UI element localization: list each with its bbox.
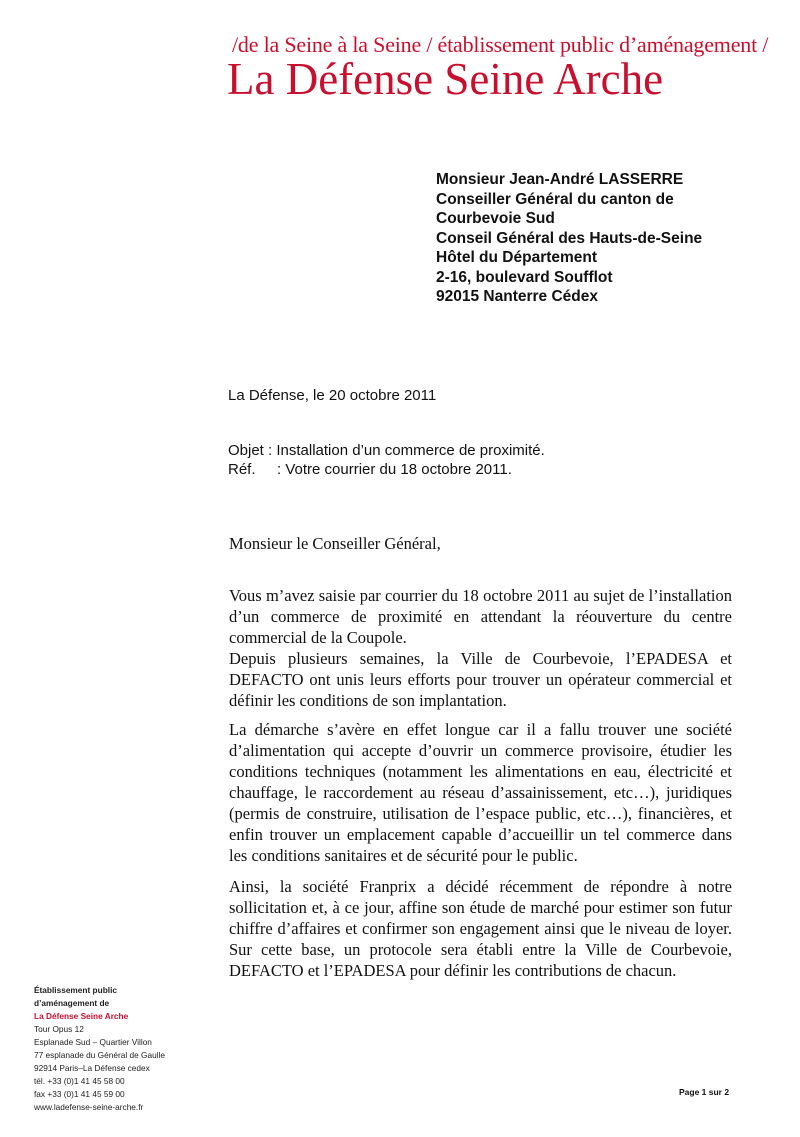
body-paragraph-1 — [229, 585, 732, 711]
footer-address — [34, 984, 165, 1114]
reference-text: : Votre courrier du 18 octobre 2011. — [277, 461, 512, 478]
footer-line: tél. +33 (0)1 41 45 58 00 — [34, 1076, 125, 1086]
footer-line: 77 esplanade du Général de Gaulle — [34, 1050, 166, 1060]
body-paragraph-1a: Vous m’avez saisie par courrier du 18 octobre 2011 au sujet de l’installation d’un commerce de proximité en attendant la réouverture du centre commercial de la Coupole. — [229, 586, 732, 647]
body-paragraph-2 — [229, 719, 732, 866]
body-paragraph-1b: Depuis plusieurs semaines, la Ville de Courbevoie, l’EPADESA et DEFACTO ont unis leurs efforts pour trouver un opérateur commercial et définir les conditions de son implantation. — [229, 649, 732, 710]
subject-line — [228, 441, 545, 460]
letterhead-brand: La Défense Seine Arche — [227, 54, 664, 104]
reference-label: Réf. — [228, 461, 256, 478]
footer-line: fax +33 (0)1 41 45 59 00 — [34, 1089, 125, 1099]
subject-label: Objet : — [228, 442, 273, 459]
footer-org: La Défense Seine Arche — [34, 1011, 129, 1021]
recipient-line: Monsieur Jean-André LASSERRE — [436, 171, 684, 188]
body-paragraph-2-text: La démarche s’avère en effet longue car il a fallu trouver une société d’alimentation qui accepte d’ouvrir un commerce provisoire, étudier les conditions techniques (notamment les alimentations en eau, électricité et chauffage, le raccordement au réseau d’assainissement, etc…), juridiques (permis de construire, utilisation de l’espace public, etc…), financières, et enfin trouver un emplacement capable d’accueillir un tel commerce dans les conditions sanitaires et de sécurité pour le public. — [229, 720, 732, 865]
letter-date: La Défense, le 20 octobre 2011 — [228, 387, 437, 404]
footer-website: www.ladefense-seine-arche.fr — [34, 1102, 144, 1112]
footer-line: Esplanade Sud – Quartier Villon — [34, 1037, 152, 1047]
footer-line: Tour Opus 12 — [34, 1024, 84, 1034]
body-paragraph-3 — [229, 876, 732, 981]
recipient-line: Hôtel du Département — [436, 249, 598, 266]
footer-line: 92914 Paris–La Défense cedex — [34, 1063, 150, 1073]
recipient-line: Conseiller Général du canton de — [436, 190, 674, 208]
recipient-line: Conseil Général des Hauts-de-Seine — [436, 229, 703, 247]
subject-block — [228, 441, 545, 479]
recipient-line: 2-16, boulevard Soufflot — [436, 268, 613, 286]
footer-line: Établissement public — [34, 985, 117, 995]
recipient-address — [436, 170, 702, 307]
body-paragraph-3-text: Ainsi, la société Franprix a décidé récemment de répondre à notre sollicitation et, à ce jour, affine son étude de marché pour estimer son futur chiffre d’affaires et confirmer son engagement ainsi que le niveau de loyer. Sur cette base, un protocole sera établi entre la Ville de Courbevoie, DEFACTO et l’EPADESA pour définir les contributions de chacun. — [229, 877, 732, 980]
page-number: Page 1 sur 2 — [679, 1087, 730, 1097]
recipient-line: Courbevoie Sud — [436, 210, 555, 227]
letterhead-tagline: /de la Seine à la Seine / établissement public d’aménagement / — [232, 32, 769, 57]
recipient-line: 92015 Nanterre Cédex — [436, 288, 598, 305]
subject-text: Installation d’un commerce de proximité. — [276, 442, 545, 459]
salutation: Monsieur le Conseiller Général, — [229, 534, 441, 553]
footer-line: d’aménagement de — [34, 998, 110, 1008]
reference-line — [228, 460, 545, 479]
